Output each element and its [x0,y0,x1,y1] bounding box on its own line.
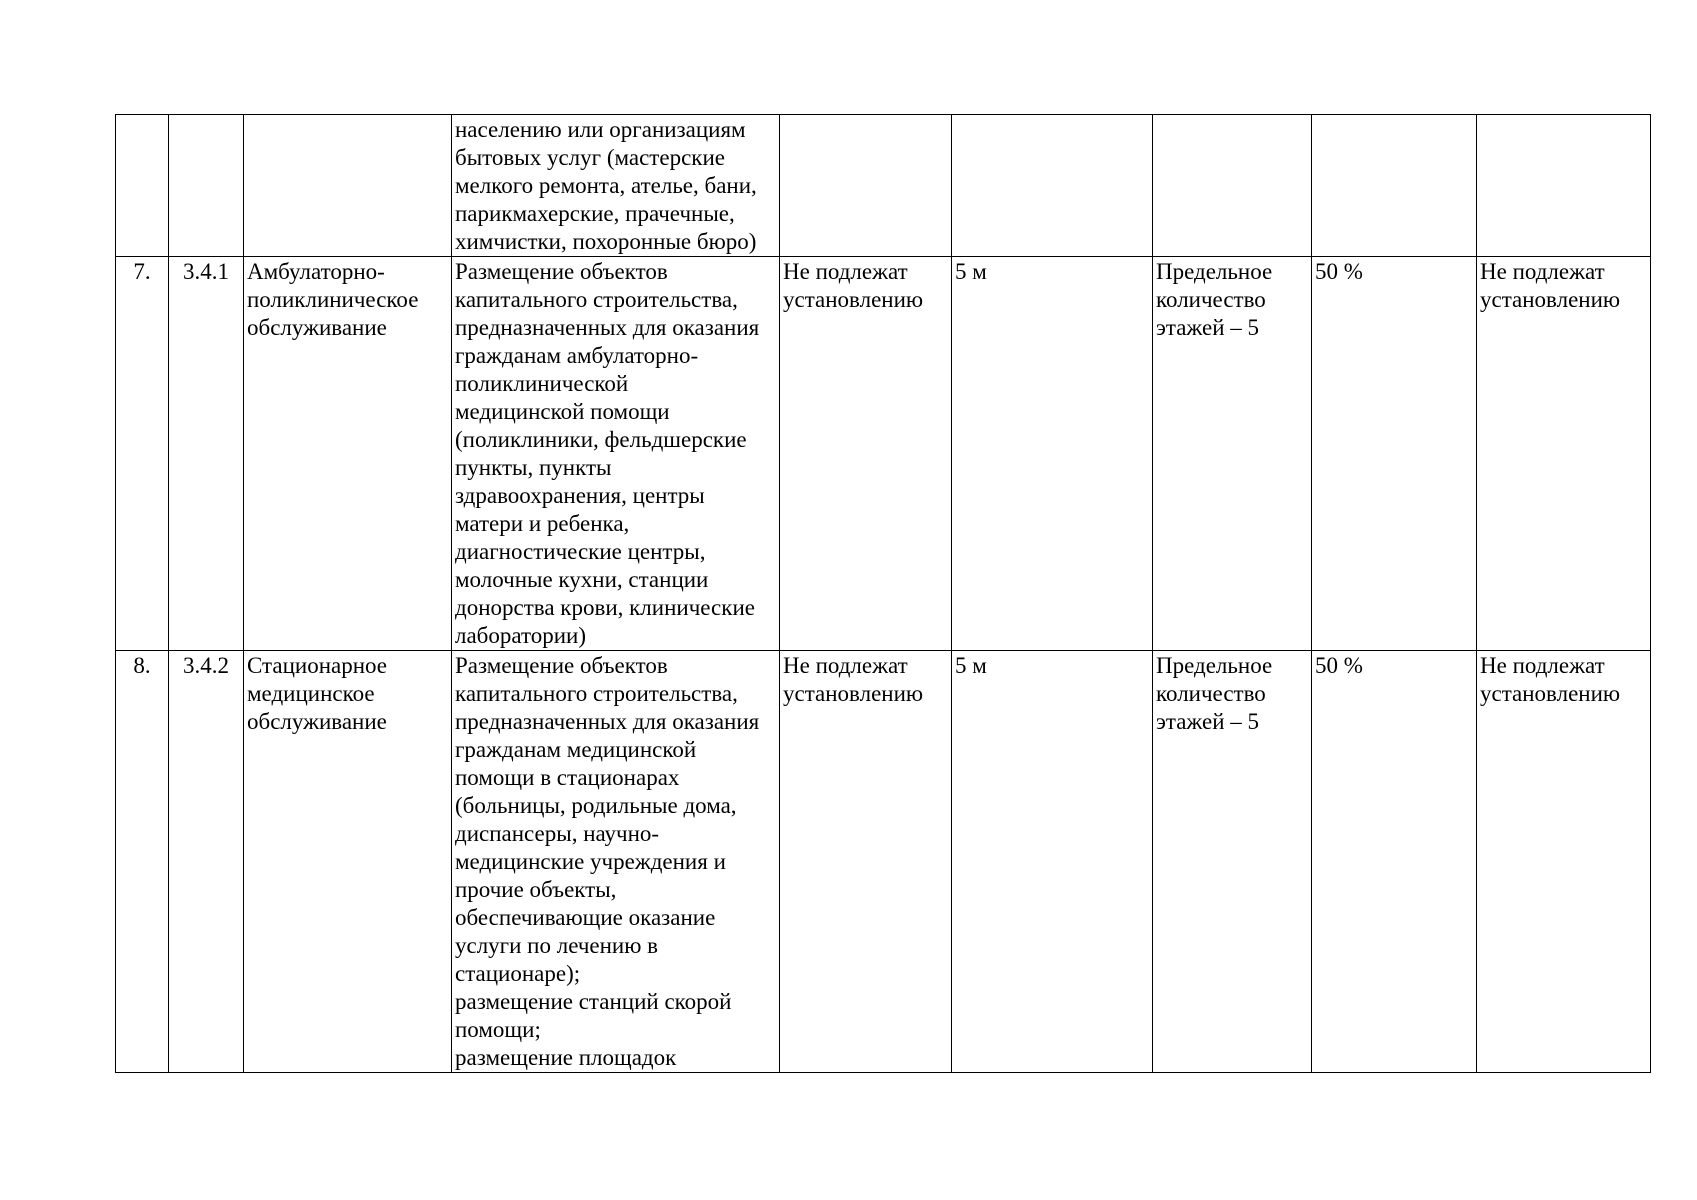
table-row [116,257,1651,651]
text-line: установлению [1480,681,1621,706]
text-line: размещение станций скорой [455,989,732,1014]
setback-cell [952,651,1153,1073]
text-line: химчистки, похоронные бюро) [455,229,757,254]
text-line: установлению [783,287,924,312]
other-params-cell [1477,115,1651,257]
row-number-cell: 7. [116,257,169,651]
text-line: Предельное [1156,259,1273,284]
text-line: Размещение объектов [455,653,668,678]
text-line: диагностические центры, [455,539,706,564]
min-size-cell [780,257,952,651]
description-cell [452,115,780,257]
text-line: Не подлежат [1480,259,1605,284]
text-line: 5 м [955,259,987,284]
min-size-cell [780,115,952,257]
max-floors-cell [1153,115,1312,257]
text-line: обслуживание [247,315,387,340]
code-cell [169,115,244,257]
text-line: пункты, пункты [455,455,612,480]
setback-cell [952,257,1153,651]
text-line: лаборатории) [455,623,587,648]
setback-cell [952,115,1153,257]
text-line: гражданам медицинской [455,737,697,762]
text-line: Предельное [1156,653,1273,678]
text-line: Не подлежат [1480,653,1605,678]
description-cell [452,651,780,1073]
text-line: помощи в стационарах [455,765,680,790]
text-line: капитального строительства, [455,287,738,312]
use-type-name-cell [244,257,452,651]
max-floors-cell [1153,257,1312,651]
text-line: этажей – 5 [1156,315,1260,340]
text-line: помощи; [455,1017,541,1042]
text-line: Не подлежат [783,259,908,284]
text-line: Не подлежат [783,653,908,678]
text-line: молочные кухни, станции [455,567,709,592]
coverage-percent-cell [1312,115,1477,257]
table-body [116,115,1651,1073]
text-line: матери и ребенка, [455,511,630,536]
text-line: услуги по лечению в [455,933,659,958]
text-line: мелкого ремонта, ателье, бани, [455,173,757,198]
code-cell: 3.4.2 [169,651,244,1073]
zoning-regulations-table [115,114,1651,1073]
description-cell [452,257,780,651]
text-line: обеспечивающие оказание [455,905,716,930]
text-line: донорства крови, клинические [455,595,755,620]
text-line: медицинской помощи [455,399,670,424]
text-line: бытовых услуг (мастерские [455,145,725,170]
text-line: обслуживание [247,709,387,734]
text-line: 50 % [1315,653,1363,678]
other-params-cell [1477,651,1651,1073]
text-line: Размещение объектов [455,259,668,284]
text-line: здравоохранения, центры [455,483,705,508]
min-size-cell [780,651,952,1073]
text-line: гражданам амбулаторно- [455,343,699,368]
coverage-percent-cell [1312,651,1477,1073]
text-line: парикмахерские, прачечные, [455,201,735,226]
text-line: прочие объекты, [455,877,617,902]
table-row [116,651,1651,1073]
text-line: населению или организациям [455,117,746,142]
row-number-cell [116,115,169,257]
text-line: 50 % [1315,259,1363,284]
text-line: предназначенных для оказания [455,709,760,734]
text-line: 5 м [955,653,987,678]
text-line: капитального строительства, [455,681,738,706]
text-line: Стационарное [247,653,388,678]
text-line: этажей – 5 [1156,709,1260,734]
text-line: (поликлиники, фельдшерские [455,427,747,452]
text-line: установлению [1480,287,1621,312]
text-line: количество [1156,287,1266,312]
table-row [116,115,1651,257]
text-line: поликлинической [455,371,629,396]
text-line: предназначенных для оказания [455,315,760,340]
text-line: медицинское [247,681,375,706]
row-number-cell: 8. [116,651,169,1073]
text-line: медицинские учреждения и [455,849,726,874]
text-line: (больницы, родильные дома, [455,793,737,818]
text-line: количество [1156,681,1266,706]
text-line: стационаре); [455,961,581,986]
text-line: поликлиническое [247,287,419,312]
max-floors-cell [1153,651,1312,1073]
text-line: размещение площадок [455,1045,677,1070]
code-cell: 3.4.1 [169,257,244,651]
coverage-percent-cell [1312,257,1477,651]
use-type-name-cell [244,651,452,1073]
text-line: Амбулаторно- [247,259,385,284]
use-type-name-cell [244,115,452,257]
text-line: установлению [783,681,924,706]
other-params-cell [1477,257,1651,651]
text-line: диспансеры, научно- [455,821,660,846]
